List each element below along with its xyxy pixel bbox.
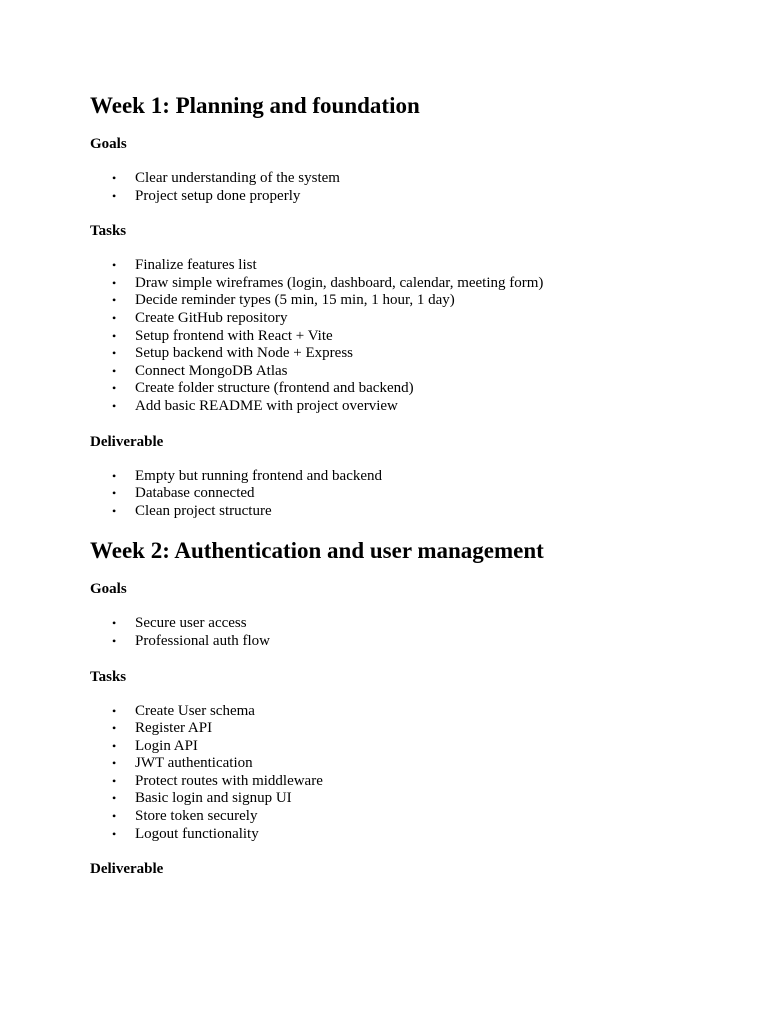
bullet-icon: •	[112, 791, 117, 806]
bullet-icon: •	[112, 809, 117, 824]
bullet-icon: •	[112, 346, 117, 361]
week-2-goals-heading: Goals	[90, 581, 127, 598]
list-item	[90, 363, 730, 381]
list-item-text: Database connected	[135, 485, 255, 502]
bullet-icon: •	[112, 293, 117, 308]
week-1-tasks-list	[90, 257, 730, 415]
list-item-text: Clear understanding of the system	[135, 170, 340, 186]
bullet-icon: •	[112, 310, 117, 325]
week-2-tasks-list	[90, 703, 730, 844]
bullet-icon: •	[112, 381, 117, 396]
week-1-deliverable-list	[90, 468, 730, 521]
week-2-section	[90, 537, 730, 878]
list-item	[90, 310, 730, 328]
bullet-icon: •	[112, 468, 117, 483]
list-item-text: Register API	[135, 720, 213, 737]
week-1-section	[90, 92, 730, 520]
bullet-icon: •	[112, 486, 117, 501]
bullet-icon: •	[112, 703, 117, 718]
bullet-icon: •	[112, 616, 117, 631]
week-2-title: Week 2: Authentication and user management	[90, 538, 544, 564]
list-item	[90, 188, 730, 206]
week-1-tasks-heading: Tasks	[90, 223, 127, 240]
list-item-text: Logout functionality	[135, 825, 259, 842]
list-item-text: Create User schema	[135, 702, 255, 719]
week-1-deliverable-heading: Deliverable	[90, 433, 164, 450]
list-item	[90, 703, 730, 721]
list-item	[90, 633, 730, 651]
list-item	[90, 292, 730, 310]
list-item-text: Project setup done properly	[135, 187, 301, 204]
bullet-icon: •	[112, 756, 117, 771]
list-item-text: Finalize features list	[135, 257, 257, 274]
list-item-text: Protect routes with middleware	[135, 772, 323, 789]
list-item	[90, 808, 730, 826]
week-1-title: Week 1: Planning and foundation	[90, 93, 420, 118]
list-item	[90, 773, 730, 791]
list-item	[90, 790, 730, 808]
bullet-icon: •	[112, 503, 117, 518]
bullet-icon: •	[112, 328, 117, 343]
list-item	[90, 738, 730, 756]
list-item-text: Basic login and signup UI	[135, 790, 292, 807]
week-1-goals-list	[90, 170, 730, 205]
list-item-text: Create folder structure (frontend and backend)	[135, 380, 414, 397]
list-item	[90, 485, 730, 503]
list-item-text: Empty but running frontend and backend	[135, 467, 383, 484]
list-item	[90, 170, 730, 188]
bullet-icon: •	[112, 826, 117, 841]
bullet-icon: •	[112, 738, 117, 753]
list-item-text: Login API	[135, 737, 198, 754]
list-item	[90, 755, 730, 773]
bullet-icon: •	[112, 188, 117, 203]
list-item-text: Create GitHub repository	[135, 309, 288, 326]
week-2-deliverable-heading: Deliverable	[90, 861, 164, 878]
list-item	[90, 398, 730, 416]
week-2-tasks-heading: Tasks	[90, 668, 127, 685]
list-item-text: Decide reminder types (5 min, 15 min, 1 hour, 1 day)	[135, 292, 455, 309]
list-item-text: Secure user access	[135, 615, 247, 632]
bullet-icon: •	[112, 258, 117, 273]
list-item	[90, 615, 730, 633]
list-item	[90, 257, 730, 275]
list-item-text: Store token securely	[135, 808, 258, 825]
list-item	[90, 275, 730, 293]
list-item	[90, 826, 730, 844]
bullet-icon: •	[112, 773, 117, 788]
list-item-text: Add basic README with project overview	[135, 397, 398, 414]
bullet-icon: •	[112, 633, 117, 648]
document-page	[90, 92, 730, 895]
list-item	[90, 468, 730, 486]
list-item-text: Draw simple wireframes (login, dashboard, calendar, meeting form)	[135, 274, 544, 291]
list-item-text: JWT authentication	[135, 755, 253, 772]
bullet-icon: •	[112, 171, 117, 185]
list-item-text: Connect MongoDB Atlas	[135, 362, 288, 379]
list-item	[90, 720, 730, 738]
bullet-icon: •	[112, 275, 117, 290]
bullet-icon: •	[112, 398, 117, 413]
list-item-text: Setup frontend with React + Vite	[135, 327, 333, 344]
list-item	[90, 328, 730, 346]
list-item	[90, 380, 730, 398]
week-2-goals-list	[90, 615, 730, 650]
list-item	[90, 503, 730, 521]
bullet-icon: •	[112, 363, 117, 378]
list-item-text: Professional auth flow	[135, 632, 270, 649]
list-item-text: Setup backend with Node + Express	[135, 345, 353, 362]
list-item	[90, 345, 730, 363]
week-1-goals-heading: Goals	[90, 136, 127, 152]
bullet-icon: •	[112, 721, 117, 736]
list-item-text: Clean project structure	[135, 502, 272, 519]
